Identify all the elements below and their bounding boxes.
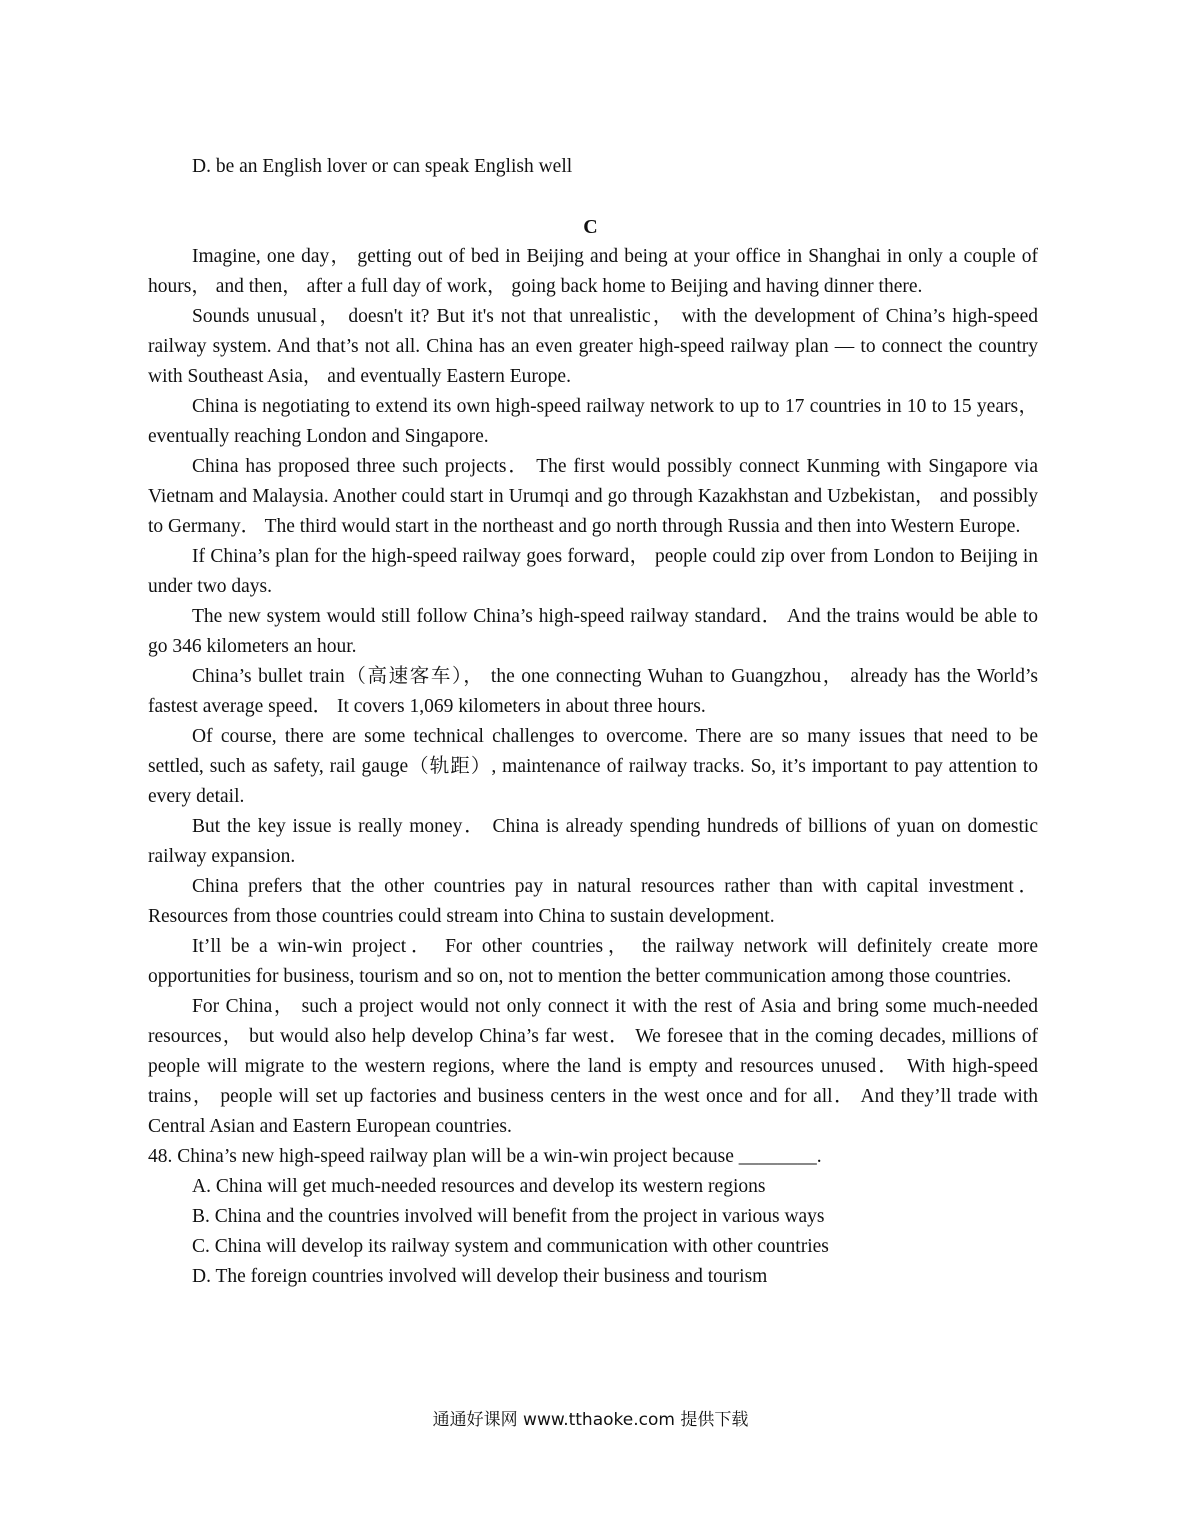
passage-paragraph-12: For China， such a project would not only connect it with the rest of Asia and bring some much-needed resources， but would also help develop China’s far west． We foresee that in the coming decades, millions of people will migrate to the western regions, where the land is empty and resources unused． With high-speed trains， people will set up factories and business centers in the west once and for all． And they’ll trade with Central Asian and Eastern European countries. (148, 996, 1038, 1137)
passage-paragraph-10: China prefers that the other countries pay in natural resources rather than with capital investment． Resources from those countries could stream into China to sustain development. (148, 876, 1038, 927)
previous-question-option-d: D. be an English lover or can speak English well (192, 156, 573, 177)
passage-paragraph-8: Of course, there are some technical challenges to overcome. There are so many issues that need to be settled, such as safety, rail gauge（轨距）, maintenance of railway tracks. So, it’s important to pay attention to every detail. (148, 726, 1038, 807)
passage-paragraph-4: China has proposed three such projects． The first would possibly connect Kunming with Singapore via Vietnam and Malaysia. Another could start in Urumqi and go through Kazakhstan and Uzbekistan， and possibly to Germany． The third would start in the northeast and go north through Russia and then into Western Europe. (148, 456, 1038, 537)
section-heading: C (583, 216, 598, 238)
page-footer: 通通好课网 www.tthaoke.com 提供下载 (432, 1410, 749, 1430)
passage-paragraph-1: Imagine, one day， getting out of bed in Beijing and being at your office in Shanghai in only a couple of hours， and then， after a full day of work， going back home to Beijing and having dinner there. (148, 246, 1038, 297)
question-48-stem: 48. China’s new high-speed railway plan will be a win-win project because ________. (148, 1146, 822, 1167)
passage-paragraph-6: The new system would still follow China’s high-speed railway standard． And the trains would be able to go 346 kilometers an hour. (148, 606, 1038, 657)
passage-paragraph-9: But the key issue is really money． China is already spending hundreds of billions of yuan on domestic railway expansion. (148, 816, 1038, 867)
reading-passage (148, 242, 1038, 1292)
passage-paragraph-11: It’ll be a win-win project． For other countries， the railway network will definitely create more opportunities for business, tourism and so on, not to mention the better communication among those countries. (148, 936, 1038, 987)
passage-paragraph-5: If China’s plan for the high-speed railway goes forward， people could zip over from London to Beijing in under two days. (148, 546, 1038, 597)
passage-paragraph-3: China is negotiating to extend its own high-speed railway network to up to 17 countries in 10 to 15 years， eventually reaching London and Singapore. (148, 396, 1038, 447)
question-48-option-a: A. China will get much-needed resources and develop its western regions (192, 1176, 766, 1197)
passage-paragraph-7: China’s bullet train（高速客车）， the one connecting Wuhan to Guangzhou， already has the World’s fastest average speed． It covers 1,069 kilometers in about three hours. (148, 666, 1038, 717)
question-48-option-d: D. The foreign countries involved will develop their business and tourism (192, 1266, 768, 1287)
question-48-option-c: C. China will develop its railway system and communication with other countries (192, 1236, 829, 1257)
passage-paragraph-2: Sounds unusual， doesn't it? But it's not that unrealistic， with the development of China’s high-speed railway system. And that’s not all. China has an even greater high-speed railway plan — to connect the country with Southeast Asia， and eventually Eastern Europe. (148, 306, 1038, 387)
question-48-option-b: B. China and the countries involved will benefit from the project in various ways (192, 1206, 825, 1227)
